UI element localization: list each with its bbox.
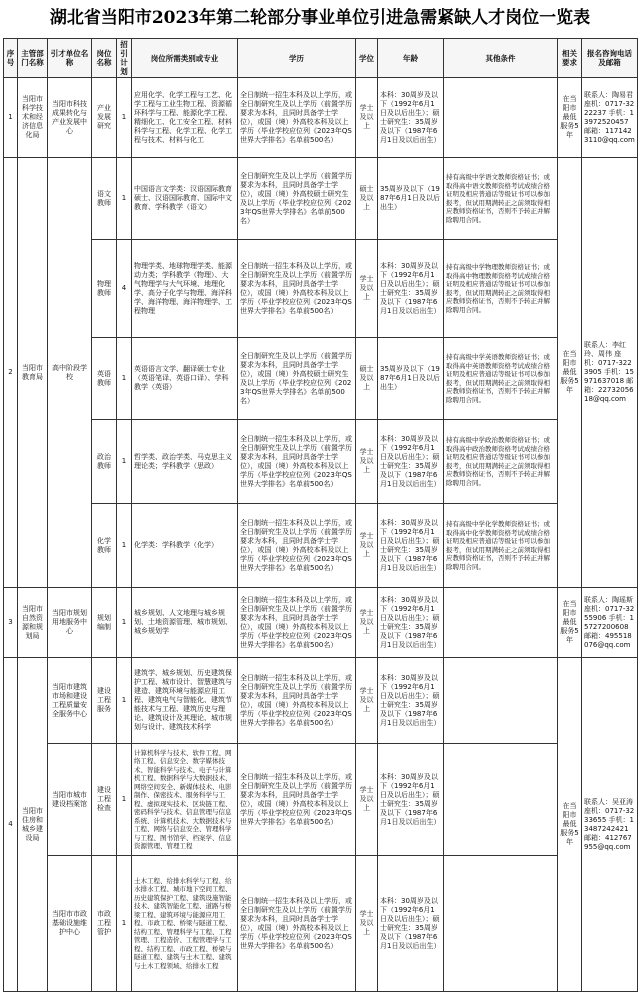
cell-plan: 1 bbox=[117, 658, 132, 744]
header-degree: 学位 bbox=[356, 39, 378, 78]
cell-unit: 当阳市市政基础设施维护中心 bbox=[48, 856, 92, 992]
cell-dept: 当阳市教育局 bbox=[18, 158, 48, 588]
cell-degree: 学士及以上 bbox=[356, 420, 378, 504]
cell-plan: 4 bbox=[117, 240, 132, 338]
header-plan: 招引计划 bbox=[117, 39, 132, 78]
cell-plan: 1 bbox=[117, 588, 132, 658]
cell-other: 持有高级中学英语教师资格证书；或取得高中英语教师资格考试成绩合格证明及相应普通话等级证书可以参加报考，但试用期满转正之前须取得相应教师资格证书，否则不予转正并解除聘用合同。 bbox=[444, 338, 558, 420]
header-other: 其他条件 bbox=[444, 39, 558, 78]
cell-req: 在当阳市最低服务5年 bbox=[558, 658, 582, 992]
cell-post: 建设工程检查 bbox=[92, 744, 117, 856]
cell-degree: 学士及以上 bbox=[356, 504, 378, 588]
cell-other bbox=[444, 856, 558, 992]
cell-other: 持有高级中学化学教师资格证书；或取得高中化学教师资格考试成绩合格证明及相应普通话等级证书可以参加报考，但试用期满转正之前须取得相应教师资格证书，否则不予转正并解除聘用合同。 bbox=[444, 504, 558, 588]
cell-edu: 全日制统一招生本科及以上学历，或全日制研究生及以上学历（前置学历要求为本科，且同时具备学士学位），或国（境）外高校本科及以上学历（毕业学校应位列《2023年QS世界大学排名》名单前500名） bbox=[238, 744, 356, 856]
cell-post: 化学教师 bbox=[92, 504, 117, 588]
header-major: 岗位所需类别或专业 bbox=[132, 39, 238, 78]
cell-req: 在当阳市最低服务5年 bbox=[558, 78, 582, 158]
header-edu: 学历 bbox=[238, 39, 356, 78]
cell-unit: 当阳市科技成果转化与产业发展中心 bbox=[48, 78, 92, 158]
cell-plan: 1 bbox=[117, 504, 132, 588]
header-seq: 序号 bbox=[4, 39, 18, 78]
cell-edu: 全日制统一招生本科及以上学历，或全日制研究生及以上学历（前置学历要求为本科，且同时具备学士学位），或国（境）外高校本科及以上学历（毕业学校应位列《2023年QS世界大学排名》名单前500名） bbox=[238, 658, 356, 744]
cell-age: 35周岁及以下（1987年6月1日及以后出生） bbox=[378, 158, 444, 240]
cell-major: 英语语言文学、翻译硕士专业（英语笔译、英语口译）、学科教学（英语） bbox=[132, 338, 238, 420]
table-row bbox=[4, 856, 638, 992]
cell-plan: 1 bbox=[117, 856, 132, 992]
cell-req: 在当阳市最低服务5年 bbox=[558, 588, 582, 658]
cell-dept: 当阳市科学技术和经济信息化局 bbox=[18, 78, 48, 158]
cell-contact: 联系人：陶瑶斯 座机：0717-3255906 手机：15727200608 邮箱：495518076@qq.com bbox=[582, 588, 638, 658]
cell-post: 建设工程服务 bbox=[92, 658, 117, 744]
cell-other: 持有高级中学语文教师资格证书；或取得高中语文教师资格考试成绩合格证明及相应普通话等级证书可以参加报考，但试用期满转正之前须取得相应教师资格证书，否则不予转正并解除聘用合同。 bbox=[444, 158, 558, 240]
page-title: 湖北省当阳市2023年第二轮部分事业单位引进急需紧缺人才岗位一览表 bbox=[49, 8, 591, 28]
cell-other bbox=[444, 744, 558, 856]
table-row bbox=[4, 588, 638, 658]
header-age: 年龄 bbox=[378, 39, 444, 78]
header-post: 岗位名称 bbox=[92, 39, 117, 78]
cell-dept: 当阳市住房和城乡建设局 bbox=[18, 658, 48, 992]
cell-req: 在当阳市最低服务5年 bbox=[558, 158, 582, 588]
cell-seq: 2 bbox=[4, 158, 18, 588]
cell-degree: 学士及以上 bbox=[356, 240, 378, 338]
cell-post: 语文教师 bbox=[92, 158, 117, 240]
cell-age: 本科：30周岁及以下（1992年6月1日及以后出生）；硕士研究生：35周岁及以下（1987年6月1日及以后出生） bbox=[378, 78, 444, 158]
cell-edu: 全日制统一招生本科及以上学历，或全日制研究生及以上学历（前置学历要求为本科，且同时具备学士学位），或国（境）外高校本科及以上学历（毕业学校应位列《2023年QS世界大学排名》名单前500名） bbox=[238, 504, 356, 588]
cell-major: 城乡规划、人文地理与城乡规划、土地资源管理、城市规划、城乡规划学 bbox=[132, 588, 238, 658]
header-req: 相关要求 bbox=[558, 39, 582, 78]
cell-other bbox=[444, 658, 558, 744]
cell-unit: 高中阶段学校 bbox=[48, 158, 92, 588]
cell-dept: 当阳市自然资源和规划局 bbox=[18, 588, 48, 658]
cell-age: 本科：30周岁及以下（1992年6月1日及以后出生）；硕士研究生：35周岁及以下（1987年6月1日及以后出生） bbox=[378, 504, 444, 588]
cell-other bbox=[444, 78, 558, 158]
cell-degree: 学士及以上 bbox=[356, 856, 378, 992]
cell-plan: 1 bbox=[117, 158, 132, 240]
cell-degree: 学士及以上 bbox=[356, 744, 378, 856]
cell-major: 哲学类、政治学类、马克思主义理论类；学科教学（思政） bbox=[132, 420, 238, 504]
cell-age: 35周岁及以下（1987年6月1日及以后出生） bbox=[378, 338, 444, 420]
cell-major: 化学类：学科教学（化学） bbox=[132, 504, 238, 588]
cell-plan: 1 bbox=[117, 420, 132, 504]
cell-age: 本科：30周岁及以下（1992年6月1日及以后出生）；硕士研究生：35周岁及以下（1987年6月1日及以后出生） bbox=[378, 744, 444, 856]
cell-plan: 1 bbox=[117, 338, 132, 420]
table-row bbox=[4, 158, 638, 240]
cell-contact: 联系人：陶易君 座机：0717-3222237 手机：13972520457 邮箱：1171423110@qq.com bbox=[582, 78, 638, 158]
cell-post: 产业发展研究 bbox=[92, 78, 117, 158]
cell-degree: 硕士及以上 bbox=[356, 158, 378, 240]
cell-seq: 4 bbox=[4, 658, 18, 992]
cell-contact: 联系人：李红玲、周伟 座机：0717-3223905 手机：15971637018 邮箱：2273205618@qq.com bbox=[582, 158, 638, 588]
header-dept: 主管部门名称 bbox=[18, 39, 48, 78]
cell-major: 物理学类、地球物理学类、能源动力类；学科教学（物理）、大气物理学与大气环境、地理化学、高分子化学与物理、海洋科学、海洋物理、海洋物理学、工程物理 bbox=[132, 240, 238, 338]
cell-age: 本科：30周岁及以下（1992年6月1日及以后出生）；硕士研究生：35周岁及以下（1987年6月1日及以后出生） bbox=[378, 588, 444, 658]
header-unit: 引才单位名称 bbox=[48, 39, 92, 78]
cell-post: 市政工程管护 bbox=[92, 856, 117, 992]
cell-edu: 全日制统一招生本科及以上学历，或全日制研究生及以上学历（前置学历要求为本科，且同时具备学士学位），或国（境）外高校本科及以上学历（毕业学校应位列《2023年QS世界大学排名》名单前500名） bbox=[238, 588, 356, 658]
cell-other: 持有高级中学物理教师资格证书；或取得高中物理教师资格考试成绩合格证明及相应普通话等级证书可以参加报考，但试用期满转正之前须取得相应教师资格证书，否则不予转正并解除聘用合同。 bbox=[444, 240, 558, 338]
cell-edu: 全日制统一招生本科及以上学历，或全日制研究生及以上学历（前置学历要求为本科，且同时具备学士学位），或国（境）外高校本科及以上学历（毕业学校应位列《2023年QS世界大学排名》名单前500名） bbox=[238, 420, 356, 504]
cell-major: 应用化学、化学工程与工艺、化学工程与工业生物工程、资源循环科学与工程、能源化学工程、精细化工、化工安全工程、材料科学与工程、化学工程、化学工程与技术、材料与化工 bbox=[132, 78, 238, 158]
table-row bbox=[4, 744, 638, 856]
cell-post: 规划编制 bbox=[92, 588, 117, 658]
cell-post: 英语教师 bbox=[92, 338, 117, 420]
cell-other bbox=[444, 588, 558, 658]
table-header-row bbox=[4, 39, 638, 78]
cell-major: 计算机科学与技术、软件工程、网络工程、信息安全、数字媒体技术、智能科学与技术、电子与计算机工程、数据科学与大数据技术、网络空间安全、新媒体技术、电影制作、保密技术、服务科学与工程、虚拟现实技术、区块链工程、密码科学与技术、信息管理与信息系统、计算机技术、大数据技术与工程、网络与信息安全、管理科学与工程、图书馆学、档案学、信息资源管理、管理工程 bbox=[132, 744, 238, 856]
cell-edu: 全日制统一招生本科及以上学历，或全日制研究生及以上学历（前置学历要求为本科，且同时具备学士学位），或国（境）外高校本科及以上学历（毕业学校应位列《2023年QS世界大学排名》名单前500名） bbox=[238, 856, 356, 992]
positions-table bbox=[3, 38, 638, 992]
cell-age: 本科：30周岁及以下（1992年6月1日及以后出生）；硕士研究生：35周岁及以下（1987年6月1日及以后出生） bbox=[378, 240, 444, 338]
cell-major: 土木工程、给排水科学与工程、给水排水工程、城市地下空间工程、历史建筑保护工程、建筑设施智能技术、建筑智能化工程、道路与桥梁工程、建筑环境与能源应用工程、市政工程、桥梁与隧道工程、结构工程、管理科学与工程、工程管理、工程造价、工程管理学与工程、结构工程、市政工程、桥梁与隧道工程、建筑与土木工程、建筑与土木工程领域、给排水工程 bbox=[132, 856, 238, 992]
cell-age: 本科：30周岁及以下（1992年6月1日及以后出生）；硕士研究生：35周岁及以下（1987年6月1日及以后出生） bbox=[378, 658, 444, 744]
cell-seq: 3 bbox=[4, 588, 18, 658]
cell-edu: 全日制统一招生本科及以上学历，或全日制研究生及以上学历（前置学历要求为本科，且同时具备学士学位），或国（境）外高校本科及以上学历（毕业学校应位列《2023年QS世界大学排名》名单前500名） bbox=[238, 78, 356, 158]
cell-degree: 学士及以上 bbox=[356, 658, 378, 744]
table-row bbox=[4, 504, 638, 588]
cell-seq: 1 bbox=[4, 78, 18, 158]
cell-plan: 1 bbox=[117, 744, 132, 856]
cell-edu: 全日制统一招生本科及以上学历，或全日制研究生及以上学历（前置学历要求为本科，且同时具备学士学位），或国（境）外高校本科及以上学历（毕业学校应位列《2023年QS世界大学排名》名单前500名） bbox=[238, 240, 356, 338]
cell-age: 本科：30周岁及以下（1992年6月1日及以后出生）；硕士研究生：35周岁及以下（1987年6月1日及以后出生） bbox=[378, 420, 444, 504]
cell-edu: 全日制研究生及以上学历（前置学历要求为本科，且同时具备学士学位），或国（境）外高校硕士研究生及以上学历（毕业学校应位列《2023年QS世界大学排名》名单前500名） bbox=[238, 158, 356, 240]
cell-post: 政治教师 bbox=[92, 420, 117, 504]
cell-age: 本科：30周岁及以下（1992年6月1日及以后出生）；硕士研究生：35周岁及以下（1987年6月1日及以后出生） bbox=[378, 856, 444, 992]
cell-post: 物理教师 bbox=[92, 240, 117, 338]
table-row bbox=[4, 658, 638, 744]
cell-unit: 当阳市建筑市场和建设工程质量安全服务中心 bbox=[48, 658, 92, 744]
cell-degree: 学士及以上 bbox=[356, 588, 378, 658]
table-row bbox=[4, 78, 638, 158]
cell-major: 建筑学、城乡规划、历史建筑保护工程、城市设计、智慧建筑与建造、建筑环境与能源应用工程、建筑电气与智能化、建筑节能技术与工程、建筑历史与理论、建筑设计及其理论、城市规划与设计、建筑技术科学 bbox=[132, 658, 238, 744]
cell-unit: 当阳市规划用地服务中心 bbox=[48, 588, 92, 658]
table-row bbox=[4, 240, 638, 338]
cell-plan: 1 bbox=[117, 78, 132, 158]
cell-degree: 学士及以上 bbox=[356, 78, 378, 158]
cell-contact: 联系人：吴亚涛 座机：0717-3233655 手机：13487242421 邮箱：412767955@qq.com bbox=[582, 658, 638, 992]
cell-unit: 当阳市城市建设档案馆 bbox=[48, 744, 92, 856]
table-row bbox=[4, 420, 638, 504]
header-contact: 报名咨询电话及邮箱 bbox=[582, 39, 638, 78]
cell-edu: 全日制研究生及以上学历（前置学历要求为本科，且同时具备学士学位），或国（境）外高校硕士研究生及以上学历（毕业学校应位列《2023年QS世界大学排名》名单前500名） bbox=[238, 338, 356, 420]
cell-degree: 硕士及以上 bbox=[356, 338, 378, 420]
cell-other: 持有高级中学政治教师资格证书；或取得高中政治教师资格考试成绩合格证明及相应普通话等级证书可以参加报考，但试用期满转正之前须取得相应教师资格证书，否则不予转正并解除聘用合同。 bbox=[444, 420, 558, 504]
cell-major: 中国语言文学类：汉语国际教育硕士、汉语国际教育、国际中文教育、学科教学（语文） bbox=[132, 158, 238, 240]
table-row bbox=[4, 338, 638, 420]
